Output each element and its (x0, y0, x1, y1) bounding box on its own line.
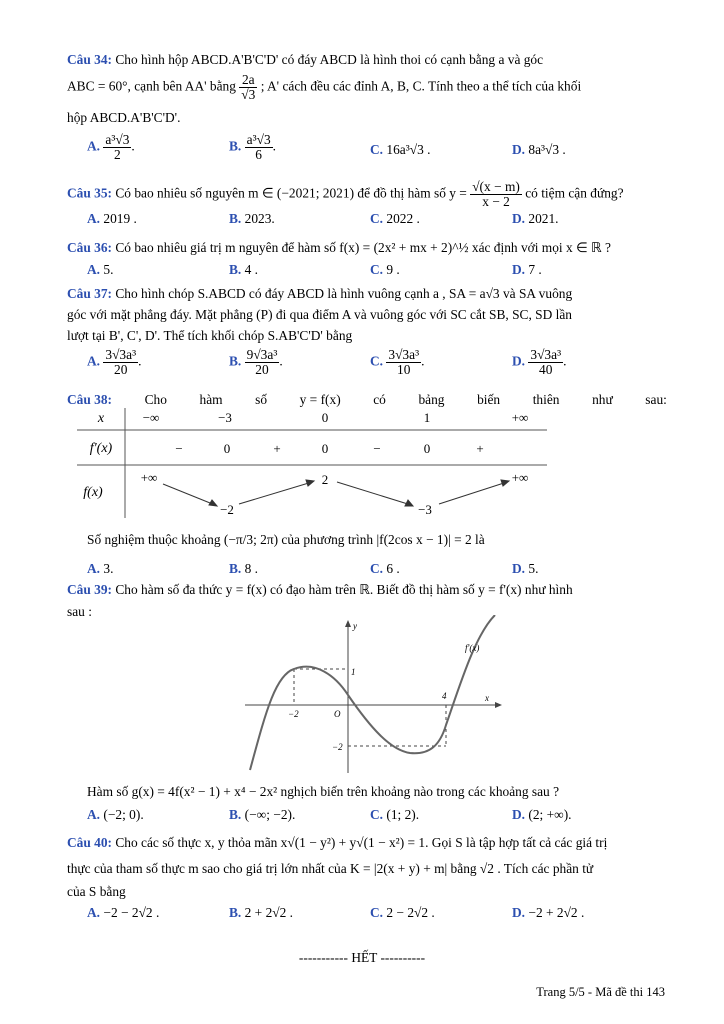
f-value: −3 (418, 502, 432, 517)
option-text: 8 . (244, 561, 259, 576)
option-text: 16a³√3 . (386, 142, 431, 157)
denominator: √3 (241, 87, 256, 102)
question-text: Cho hàm số đa thức y = f(x) có đạo hàm trên ℝ. Biết đồ thị hàm số y = f'(x) như hình (115, 582, 573, 597)
option-label: D. (512, 905, 526, 920)
option-text: 8a³√3 . (528, 142, 566, 157)
option-label: C. (370, 561, 384, 576)
origin-label: O (334, 709, 341, 719)
answer-options-37 (87, 348, 687, 386)
option-tail: . (131, 138, 135, 154)
fraction (245, 347, 283, 377)
question-word: y = f(x) (299, 392, 341, 407)
fraction (103, 133, 131, 162)
fraction (470, 180, 522, 209)
option-a[interactable] (87, 262, 113, 278)
question-label: Câu 39: (67, 582, 113, 597)
option-b[interactable] (229, 133, 276, 162)
option-label: D. (512, 561, 526, 576)
fraction (386, 348, 421, 377)
option-label: D. (512, 807, 526, 822)
answer-options-39 (87, 807, 687, 827)
option-text: 7 . (528, 262, 542, 277)
option-c[interactable] (370, 211, 420, 227)
numerator: √(x − m) (472, 179, 520, 194)
option-label: B. (229, 905, 242, 920)
x-value: −3 (218, 410, 232, 425)
x-value: 1 (423, 410, 431, 425)
option-a[interactable] (87, 561, 113, 577)
option-text: 2019 . (103, 211, 137, 226)
option-d[interactable] (512, 905, 584, 921)
question-word: có (373, 392, 386, 407)
derivative-curve (250, 615, 495, 770)
question-39-prompt (87, 782, 667, 802)
x-value: +∞ (511, 410, 529, 425)
option-label: A. (87, 561, 101, 576)
option-text: 4 . (244, 262, 259, 277)
option-label: A. (87, 262, 101, 277)
denominator: 6 (255, 147, 262, 162)
numerator: a³√3 (105, 132, 130, 147)
question-text: góc với mặt phẳng đáy. Mặt phẳng (P) đi qua điểm A và vuông góc với SC cắt SB, SC, SD lần (67, 307, 572, 322)
question-word: hàm (199, 392, 223, 407)
axis-label-y: y (353, 621, 357, 631)
option-tail: . (279, 353, 283, 369)
option-text: 2 − 2√2 . (386, 905, 435, 920)
table-row-label-fprime: f'(x) (89, 441, 113, 456)
option-text: 2 + 2√2 . (244, 905, 294, 920)
option-label: A. (87, 353, 101, 369)
f-value: +∞ (140, 470, 158, 485)
question-text: Có bao nhiêu giá trị m nguyên để hàm số f(x) = (2x² + mx + 2)^½ xác định với mọi x ∈ ℝ ? (115, 240, 611, 255)
question-text: Hàm số g(x) = 4f(x² − 1) + x⁴ − 2x² nghịch biến trên khoảng nào trong các khoảng sau ? (87, 784, 560, 799)
arrow-head (405, 500, 413, 506)
answer-options-40 (87, 905, 687, 925)
question-text: ; A' cách đều các đỉnh A, B, C. Tính theo a thể tích của khối (260, 78, 582, 94)
option-text: 5. (528, 561, 539, 576)
question-38 (67, 390, 667, 410)
arrow-up (439, 482, 507, 504)
answer-options-38 (87, 561, 687, 581)
option-c[interactable] (370, 262, 400, 278)
option-text: 2022 . (386, 211, 420, 226)
question-34 (67, 50, 667, 70)
question-label: Câu 37: (67, 286, 113, 301)
curve-label: f'(x) (465, 643, 480, 653)
question-36 (67, 238, 667, 258)
option-label: D. (512, 353, 526, 369)
interval: (−π/3; 2π) (223, 532, 279, 547)
option-a[interactable] (87, 211, 137, 227)
option-text: (2; +∞). (528, 807, 572, 822)
x-value: 0 (321, 410, 329, 425)
option-text: (−2; 0). (103, 807, 144, 822)
option-label: C. (370, 211, 384, 226)
derivative-graph (245, 615, 505, 775)
option-label: B. (229, 807, 242, 822)
fraction (245, 133, 273, 162)
question-39 (67, 580, 667, 600)
option-label: D. (512, 262, 526, 277)
option-label: C. (370, 262, 384, 277)
question-label: Câu 38: (67, 392, 113, 407)
option-label: A. (87, 138, 101, 154)
question-text: Cho hình hộp ABCD.A'B'C'D' có đáy ABCD là hình thoi có cạnh bằng a và góc (115, 52, 544, 67)
question-word: bảng (418, 392, 445, 407)
option-a[interactable] (87, 905, 159, 921)
option-label: B. (229, 262, 242, 277)
option-c[interactable] (370, 905, 435, 921)
option-c[interactable] (370, 561, 400, 577)
fraction (103, 348, 138, 377)
option-label: C. (370, 142, 384, 157)
sign: − (373, 441, 381, 456)
x-axis-arrow-icon (495, 702, 502, 708)
option-d[interactable] (512, 262, 542, 278)
sign: 0 (223, 441, 231, 456)
option-d[interactable] (512, 142, 566, 158)
sign: + (476, 441, 484, 456)
question-40-line2 (67, 859, 667, 879)
option-label: C. (370, 807, 384, 822)
question-37-line3 (67, 326, 667, 346)
question-text: thực của tham số thực m sao cho giá trị lớn nhất của K = |2(x + y) + m| bằng √2 . Tích các phần tử (67, 861, 594, 876)
option-d[interactable] (512, 348, 566, 377)
numerator: 2a (239, 73, 257, 88)
question-label: Câu 34: (67, 52, 113, 67)
sign: 0 (423, 441, 431, 456)
question-text: ABC = 60°, cạnh bên AA' bằng (67, 78, 236, 94)
arrow-down (337, 482, 411, 505)
option-b[interactable] (229, 807, 295, 823)
variation-table (67, 408, 557, 520)
question-word: như (592, 392, 613, 407)
question-text: Cho hình chóp S.ABCD có đáy ABCD là hình vuông cạnh a , SA = a√3 và SA vuông (115, 286, 573, 301)
table-row-label-x: x (97, 411, 105, 426)
option-tail: . (563, 353, 567, 369)
option-b[interactable] (229, 905, 293, 921)
question-label: Câu 40: (67, 835, 113, 850)
tick-label: −2 (288, 709, 299, 719)
question-text: của phương trình |f(2cos x − 1)| = 2 là (281, 532, 485, 547)
question-label: Câu 36: (67, 240, 113, 255)
denominator: 10 (397, 362, 411, 377)
option-c[interactable] (370, 807, 419, 823)
option-text: (1; 2). (386, 807, 420, 822)
numerator: a³√3 (246, 132, 271, 147)
question-37 (67, 284, 667, 304)
question-text: Số nghiệm thuộc khoảng (87, 532, 221, 547)
numerator: 3√3a³ (530, 347, 562, 362)
option-text: 2023. (244, 211, 275, 226)
option-label: B. (229, 211, 242, 226)
numerator: 3√3a³ (388, 347, 420, 362)
arrow-down (163, 484, 215, 505)
option-a[interactable] (87, 133, 135, 162)
answer-options-36 (87, 262, 687, 282)
denominator: 40 (539, 362, 553, 377)
option-text: 2021. (528, 211, 559, 226)
arrow-head (209, 500, 217, 506)
question-text: Có bao nhiêu số nguyên m ∈ (−2021; 2021) để đồ thị hàm số y = (115, 185, 467, 201)
question-40 (67, 833, 667, 853)
question-text: của S bằng (67, 884, 126, 899)
question-34-line3 (67, 108, 667, 128)
option-b[interactable] (229, 348, 283, 377)
tick-label: 1 (351, 667, 356, 677)
question-35 (67, 180, 667, 209)
option-a[interactable] (87, 348, 141, 377)
option-label: B. (229, 561, 242, 576)
option-c[interactable] (370, 142, 430, 158)
option-b[interactable] (229, 561, 258, 577)
option-text: (−∞; −2). (244, 807, 296, 822)
arrow-up (239, 482, 312, 504)
y-axis-arrow-icon (345, 620, 351, 627)
f-value: −2 (220, 502, 234, 517)
denominator: x − 2 (482, 194, 510, 209)
question-text: hộp ABCD.A'B'C'D'. (67, 110, 181, 125)
option-label: A. (87, 905, 101, 920)
option-a[interactable] (87, 807, 144, 823)
option-d[interactable] (512, 561, 538, 577)
denominator: 20 (255, 362, 269, 377)
option-label: D. (512, 142, 526, 157)
question-word: số (255, 392, 268, 407)
answer-options-35 (87, 211, 687, 231)
option-text: 5. (103, 262, 114, 277)
arrow-head (306, 480, 314, 486)
option-label: B. (229, 138, 242, 154)
option-label: D. (512, 211, 526, 226)
sign: + (273, 441, 281, 456)
page-info: Trang 5/5 - Mã đề thi 143 (536, 985, 665, 999)
fraction (528, 348, 563, 377)
numerator: 3√3a³ (105, 347, 137, 362)
question-word: Cho (144, 392, 167, 407)
option-label: A. (87, 211, 101, 226)
arrow-head (501, 480, 509, 486)
question-text: Cho các số thực x, y thỏa mãn x√(1 − y²) + y√(1 − x²) = 1. Gọi S là tập hợp tất cả các giá trị (115, 835, 608, 850)
option-text: 3. (103, 561, 114, 576)
option-tail: . (421, 353, 425, 369)
f-value: +∞ (511, 470, 529, 485)
option-b[interactable] (229, 211, 275, 227)
question-word: sau: (645, 392, 667, 407)
question-40-line3 (67, 882, 667, 902)
tick-label: −2 (332, 742, 343, 752)
option-tail: . (272, 138, 277, 154)
axis-label-x: x (485, 693, 489, 703)
question-word: biến (477, 392, 501, 407)
sign: − (175, 441, 183, 456)
question-word: thiên (532, 392, 560, 407)
option-label: C. (370, 905, 384, 920)
option-label: B. (229, 353, 242, 369)
option-c[interactable] (370, 348, 424, 377)
question-38-prompt (87, 530, 667, 550)
option-d[interactable] (512, 211, 559, 227)
answer-options-34 (87, 133, 687, 169)
question-37-line2 (67, 305, 667, 325)
option-label: A. (87, 807, 101, 822)
question-text: lượt tại B', C', D'. Thể tích khối chóp S.AB'C'D' bằng (67, 328, 353, 343)
denominator: 20 (114, 362, 128, 377)
fraction (239, 73, 257, 102)
option-text: −2 + 2√2 . (528, 905, 585, 920)
question-34-line2 (67, 73, 667, 102)
option-text: 9 . (386, 262, 400, 277)
option-b[interactable] (229, 262, 258, 278)
x-value: −∞ (142, 410, 160, 425)
tick-label: 4 (442, 691, 447, 701)
table-row-label-f: f(x) (83, 485, 103, 500)
option-text: −2 − 2√2 . (103, 905, 160, 920)
numerator: 9√3a³ (246, 347, 278, 362)
option-d[interactable] (512, 807, 572, 823)
f-value: 2 (321, 472, 329, 487)
end-marker: ----------- HẾT ---------- (298, 950, 426, 965)
question-label: Câu 35: (67, 185, 113, 201)
option-text: 6 . (386, 561, 400, 576)
sign: 0 (321, 441, 329, 456)
question-text: sau : (67, 604, 92, 619)
option-label: C. (370, 353, 384, 369)
denominator: 2 (114, 147, 121, 162)
option-tail: . (138, 353, 142, 369)
question-text: có tiệm cận đứng? (525, 185, 624, 201)
